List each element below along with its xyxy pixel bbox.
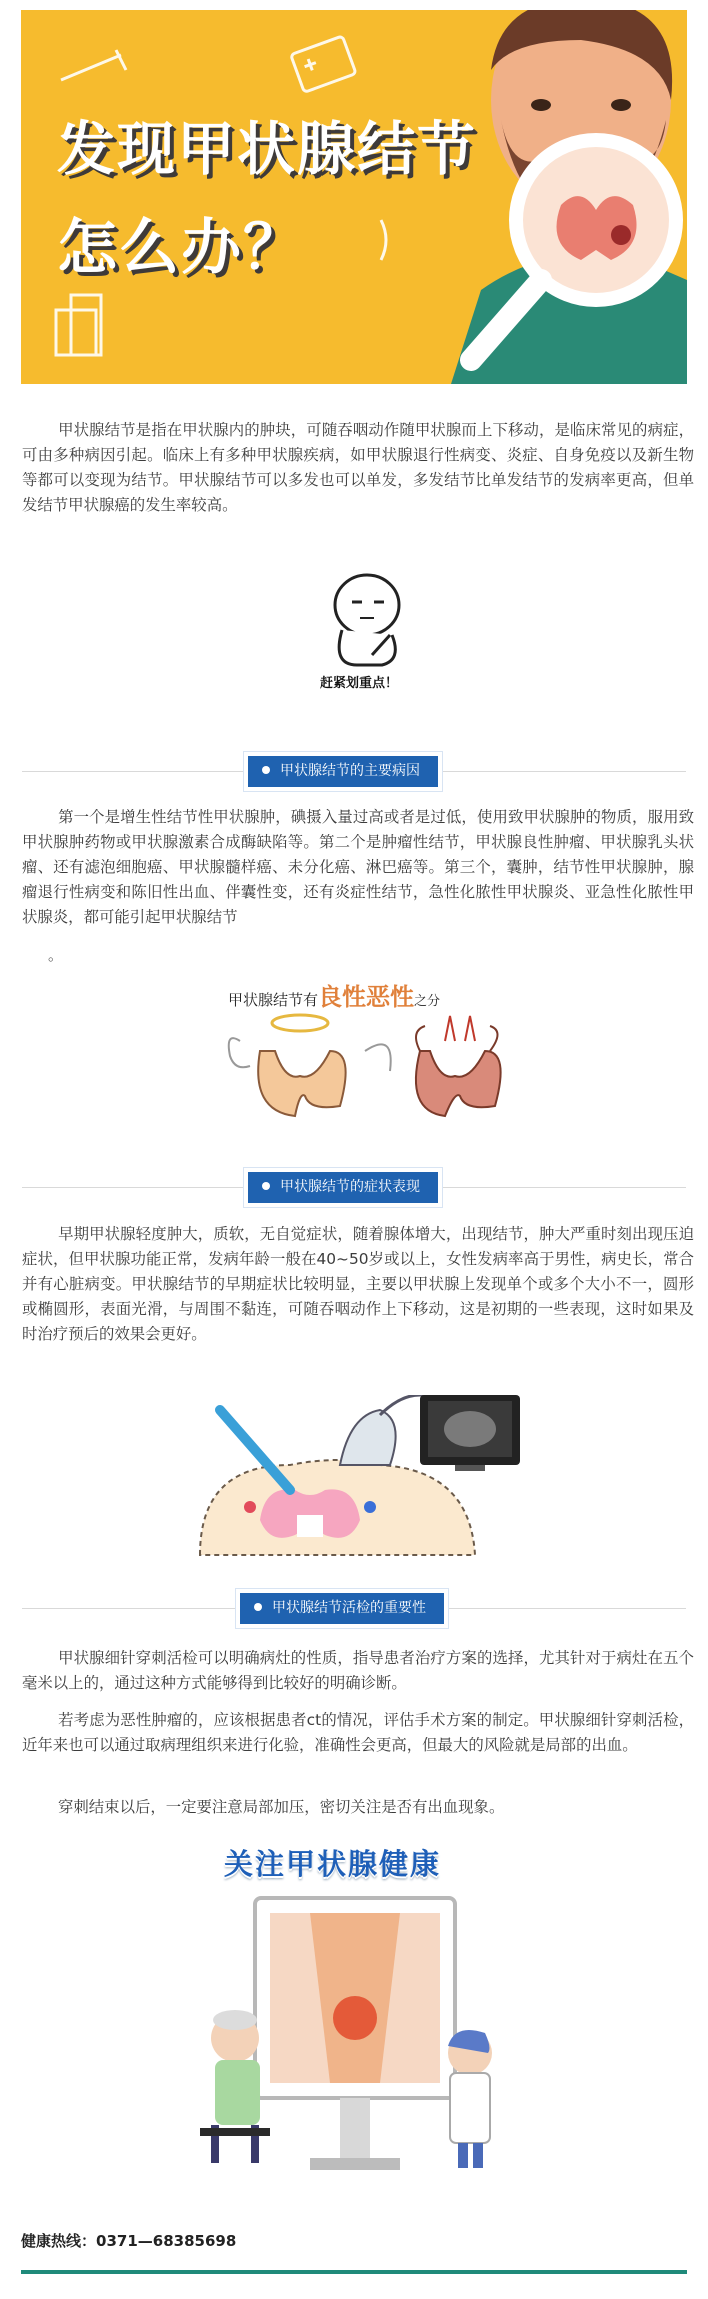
hotline-label: 健康热线： xyxy=(21,2232,97,2250)
section-1-text: 第一个是增生性结节性甲状腺肿，碘摄入量过高或者是过低，使用致甲状腺肿的物质，服用致甲状腺肿药物或甲状腺激素合成酶缺陷等。第二个是肿瘤性结节，甲状腺良性肿瘤、甲状腺乳头状瘤、还有滤泡细胞癌、甲状腺髓样癌、未分化癌、淋巴癌等。第三个，囊肿，结节性甲状腺肿，腺瘤退行性病变和陈旧性出血、伴囊性变，还有炎症性结节，急性化脓性甲状腺炎、亚急性化脓性甲状腺炎，都可能引起甲状腺结节 xyxy=(22,808,694,926)
caption-prefix: 甲状腺结节有 xyxy=(228,991,319,1009)
banner-title-line1: 发现甲状腺结节 xyxy=(57,115,478,183)
hotline-number: 0371—68385698 xyxy=(96,2232,237,2250)
intro-paragraph xyxy=(22,418,694,518)
section-3-paragraph-1 xyxy=(22,1646,694,1696)
section-2-heading xyxy=(248,1172,438,1203)
benign-malignant-caption xyxy=(228,977,440,1012)
sticker-caption: 赶紧划重点！ xyxy=(320,676,399,691)
thyroid-angel-devil-icon xyxy=(220,1011,530,1125)
section-3-paragraph-2 xyxy=(22,1708,694,1758)
section-3-text-3: 穿刺结束以后，一定要注意局部加压，密切关注是否有出血现象。 xyxy=(58,1798,505,1816)
intro-text: 甲状腺结节是指在甲状腺内的肿块，可随吞咽动作随甲状腺而上下移动，是临床常见的病症，可由多种病因引起。临床上有多种甲状腺疾病，如甲状腺退行性病变、炎症、自身免疫以及新生物等都可以变现为结节。甲状腺结节可以多发也可以单发，多发结节比单发结节的发病率更高，但单发结节甲状腺癌的发生率较高。 xyxy=(22,421,694,514)
benign-malignant-illustration xyxy=(220,975,530,1125)
section-1-title: 甲状腺结节的主要病因 xyxy=(280,763,420,779)
thyroid-care-illustration xyxy=(200,1840,510,2180)
section-3-text-1: 甲状腺细针穿刺活检可以明确病灶的性质，指导患者治疗方案的选择，尤其针对于病灶在五个毫米以上的，通过这种方式能够得到比较好的明确诊断。 xyxy=(22,1649,694,1692)
caption-highlight: 良性恶性 xyxy=(318,983,415,1011)
care-title: 关注甲状腺健康 xyxy=(224,1847,442,1881)
section-2-text: 早期甲状腺轻度肿大，质软，无自觉症状，随着腺体增大，出现结节，肿大严重时刻出现压迫症状，但甲状腺功能正常，发病年龄一般在40~50岁或以上，女性发病率高于男性，病史长，常合并有心脏病变。甲状腺结节的早期症状比较明显，主要以甲状腺上发现单个或多个大小不一，圆形或椭圆形，表面光滑，与周围不黏连，可随吞咽动作上下移动，这是初期的一些表现，这时如果及时治疗预后的效果会更好。 xyxy=(22,1225,694,1343)
caption-suffix: 之分 xyxy=(414,994,441,1009)
section-3-text-2: 若考虑为恶性肿瘤的，应该根据患者ct的情况，评估手术方案的制定。甲状腺细针穿刺活检，近年来也可以通过取病理组织来进行化验，准确性会更高，但最大的风险就是局部的出血。 xyxy=(22,1711,694,1754)
banner-illustration xyxy=(21,10,687,384)
section-2-paragraph xyxy=(22,1222,694,1347)
section-3-paragraph-3 xyxy=(22,1795,694,1820)
bullet-dot-icon xyxy=(254,1603,262,1611)
bullet-dot-icon xyxy=(262,766,270,774)
section-1-paragraph xyxy=(22,805,694,930)
sticker-face-icon xyxy=(312,560,422,670)
ultrasound-illustration xyxy=(190,1395,530,1565)
footer-rule xyxy=(21,2270,687,2274)
doctor-patient-icon xyxy=(200,1888,510,2178)
section-1-trailing-mark: 。 xyxy=(48,946,64,964)
hotline xyxy=(21,2230,236,2251)
banner-title-line2: 怎么办？ xyxy=(57,213,305,283)
section-1-heading xyxy=(248,756,438,787)
section-3-heading xyxy=(240,1593,444,1624)
ultrasound-exam-icon xyxy=(190,1395,530,1565)
section-2-title: 甲状腺结节的症状表现 xyxy=(280,1179,420,1195)
banner xyxy=(21,10,687,384)
sticker xyxy=(312,560,422,690)
section-3-title: 甲状腺结节活检的重要性 xyxy=(272,1600,426,1616)
bullet-dot-icon xyxy=(262,1182,270,1190)
